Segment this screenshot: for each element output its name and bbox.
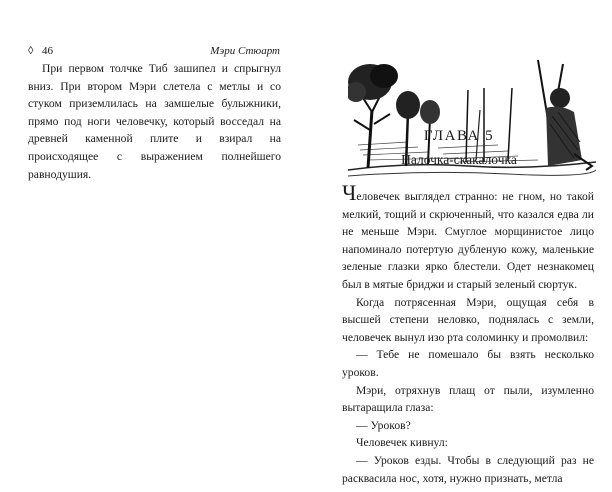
paragraph: При первом толчке Тиб зашипел и спрыгнул вниз. При втором Мэри слетела с метлы и со стуком приземлилась на замшелые булыжники, прямо под ноги человечку, который восседал на древней каменной плите и взирал на происходящее с выражением полнейшего равнодушия. xyxy=(28,62,281,181)
paragraph: Человечек кивнул: xyxy=(356,436,448,450)
paragraph-text: еловечек выглядел странно: не гном, но такой мелкий, тощий и скрюченный, что казался едва ли не меньше Мэри. Смуглое морщинистое лицо напоминало потертую дубленую кожу, маленькие зеленые глазки ярко блестели. Одет незнакомец был в мятые бриджи и старый зеленый сюртук. xyxy=(342,190,594,291)
paragraph: — Уроков? xyxy=(356,418,411,432)
paragraph: — Уроков езды. Чтобы в следующий раз не расквасила нос, хотя, нужно признать, метла xyxy=(342,453,594,485)
chapter-title: Палочка-скакалочка xyxy=(401,152,517,167)
drop-cap: Ч xyxy=(342,180,357,205)
paragraph xyxy=(342,180,594,294)
right-page xyxy=(306,0,612,492)
left-body-text xyxy=(28,60,281,183)
author-name: Мэри Стюарт xyxy=(210,45,280,57)
chapter-number: ГЛАВА 5 xyxy=(423,128,495,144)
page-number: 46 xyxy=(42,45,53,57)
right-body-text xyxy=(342,180,594,487)
diamond-ornament-icon: ◊ xyxy=(28,45,34,57)
paragraph: Мэри, отряхнув плащ от пыли, изумленно вытаращила глаза: xyxy=(342,383,594,415)
paragraph: — Тебе не помешало бы взять несколько уроков. xyxy=(342,348,594,379)
running-head xyxy=(28,45,280,59)
paragraph: Когда потрясенная Мэри, ощущая себя в высшей степени неловко, поднялась с земли, человечек вынул изо рта соломинку и промолвил: xyxy=(342,295,594,344)
